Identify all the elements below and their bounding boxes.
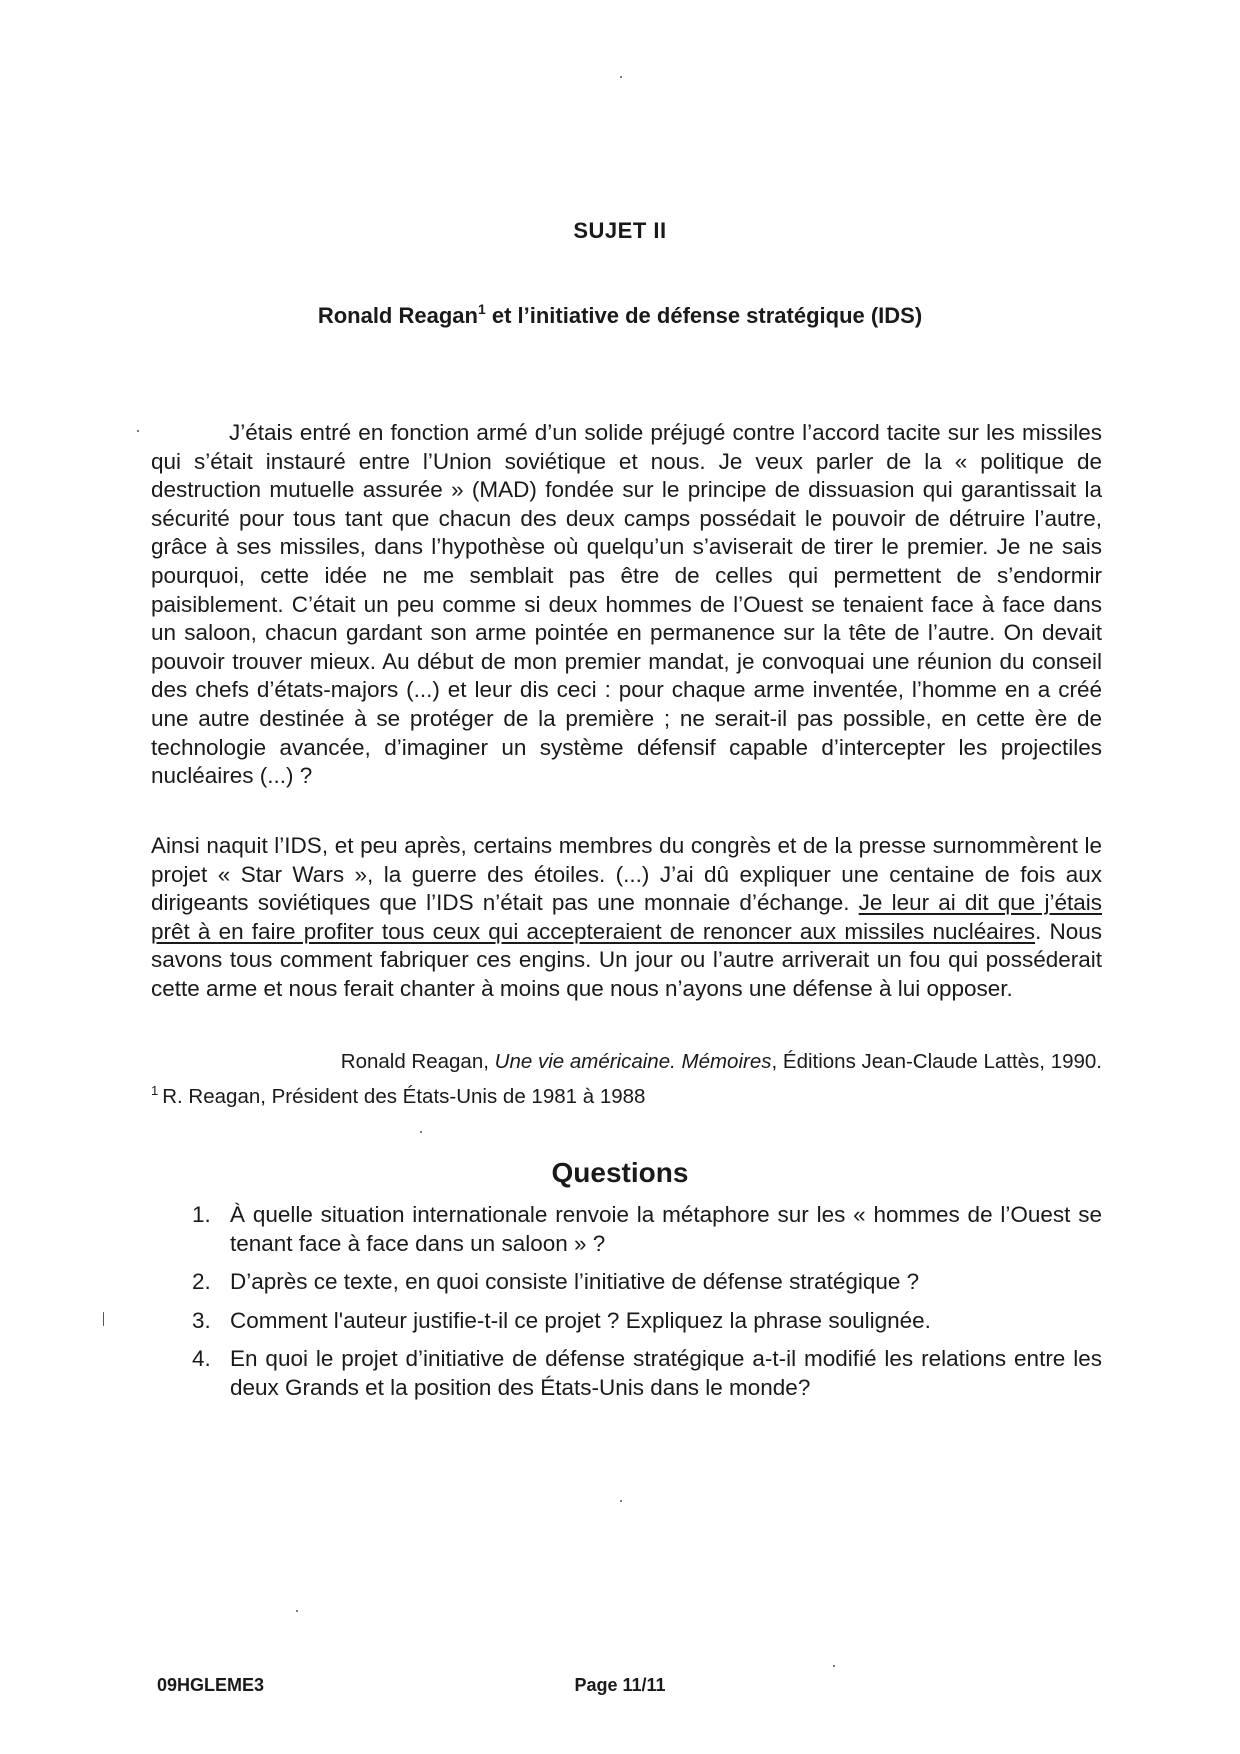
footnote-mark: 1 <box>151 1083 159 1098</box>
subject-heading: SUJET II <box>573 218 667 243</box>
question-item <box>186 1345 1102 1402</box>
footnote <box>151 1085 645 1109</box>
document-title <box>0 303 1240 329</box>
page-number: Page 11/11 <box>574 1675 666 1695</box>
scan-speck <box>420 1131 422 1133</box>
question-number: 1. <box>192 1202 211 1227</box>
scan-speck <box>620 1500 622 1502</box>
source-title: Une vie américaine. Mémoires <box>494 1050 772 1073</box>
question-text: D’après ce texte, en quoi consiste l’initiative de défense stratégique ? <box>230 1269 920 1295</box>
scan-speck <box>833 1665 835 1667</box>
scan-speck <box>620 76 622 78</box>
question-number: 4. <box>192 1346 211 1372</box>
paragraph-1: J’étais entré en fonction armé d’un solide préjugé contre l’accord tacite sur les missiles qui s’était instauré entre l’Union soviétique et nous. Je veux parler de la « politique de destruction mutuelle assurée » (MAD) fondée sur le principe de dissuasion qui garantissait la sécurité pour tous tant que chacun des deux camps possédait le pouvoir de détruire l’autre, grâce à ses missiles, dans l’hypothèse où quelqu’un s’aviserait de tirer le premier. Je ne sais pourquoi, cette idée ne me semblait pas être de celles qui permettent de s’endormir paisiblement. C’était un peu comme si deux hommes de l’Ouest se tenaient face à face dans un saloon, chacun gardant son arme pointée en permanence sur la tête de l’autre. On devait pouvoir trouver mieux. Au début de mon premier mandat, je convoquai une réunion du conseil des chefs d’états-majors (...) et leur dis ceci : pour chaque arme inventée, l’homme en a créé une autre destinée à se protéger de la première ; ne serait-il pas possible, en cette ère de technologie avancée, d’imaginer un système défensif capable d’intercepter les projectiles nucléaires (...) ? <box>151 420 1102 789</box>
paragraph-2-start: Ainsi naquit l’IDS, et peu après, certains membres du congrès et de la presse surnommèrent le projet « Star Wars », la guerre des étoiles. (...) J’ai dû expliquer une centaine de fois aux dirigeants soviétiques que l’IDS n’était pas une monnaie d’échange. <box>151 833 1102 916</box>
question-item <box>186 1268 1102 1297</box>
footnote-text: R. Reagan, Président des États-Unis de 1981 à 1988 <box>162 1085 646 1108</box>
title-main: Ronald Reagan <box>317 303 478 328</box>
title-footnote-mark: 1 <box>477 301 486 317</box>
scan-speck <box>103 1312 104 1326</box>
source-publisher: , Éditions Jean-Claude Lattès, 1990. <box>771 1050 1102 1073</box>
question-text: Comment l'auteur justifie-t-il ce projet ? Expliquez la phrase soulignée. <box>230 1307 931 1333</box>
title-rest: et l’initiative de défense stratégique (IDS) <box>485 303 923 328</box>
question-text: En quoi le projet d’initiative de défense stratégique a-t-il modifié les relations entre les deux Grands et la position des États-Unis dans le monde? <box>230 1346 1102 1400</box>
scan-speck <box>137 430 139 432</box>
question-text: À quelle situation internationale renvoie la métaphore sur les « hommes de l’Ouest se tenant face à face dans un saloon » ? <box>230 1202 1102 1256</box>
underlined-sentence: Je leur ai dit que j’étais prêt à en faire profiter tous ceux qui accepteraient de renoncer aux missiles nucléaires <box>151 890 1102 944</box>
exam-code: 09HGLEME3 <box>157 1675 265 1695</box>
questions-list <box>186 1201 1102 1413</box>
paragraph-2 <box>151 832 1102 1004</box>
question-item <box>186 1201 1102 1258</box>
question-number: 3. <box>192 1307 211 1333</box>
source-citation <box>341 1050 1102 1074</box>
question-item <box>186 1307 1102 1336</box>
question-number: 2. <box>192 1269 211 1295</box>
paragraph-2-end: . Nous savons tous comment fabriquer ces engins. Un jour ou l’autre arriverait un fou qui posséderait cette arme et nous ferait chanter à moins que nous n’ayons une défense à lui opposer. <box>151 918 1103 1001</box>
source-author: Ronald Reagan, <box>340 1050 495 1073</box>
scan-speck <box>296 1610 298 1612</box>
questions-heading: Questions <box>551 1157 689 1188</box>
